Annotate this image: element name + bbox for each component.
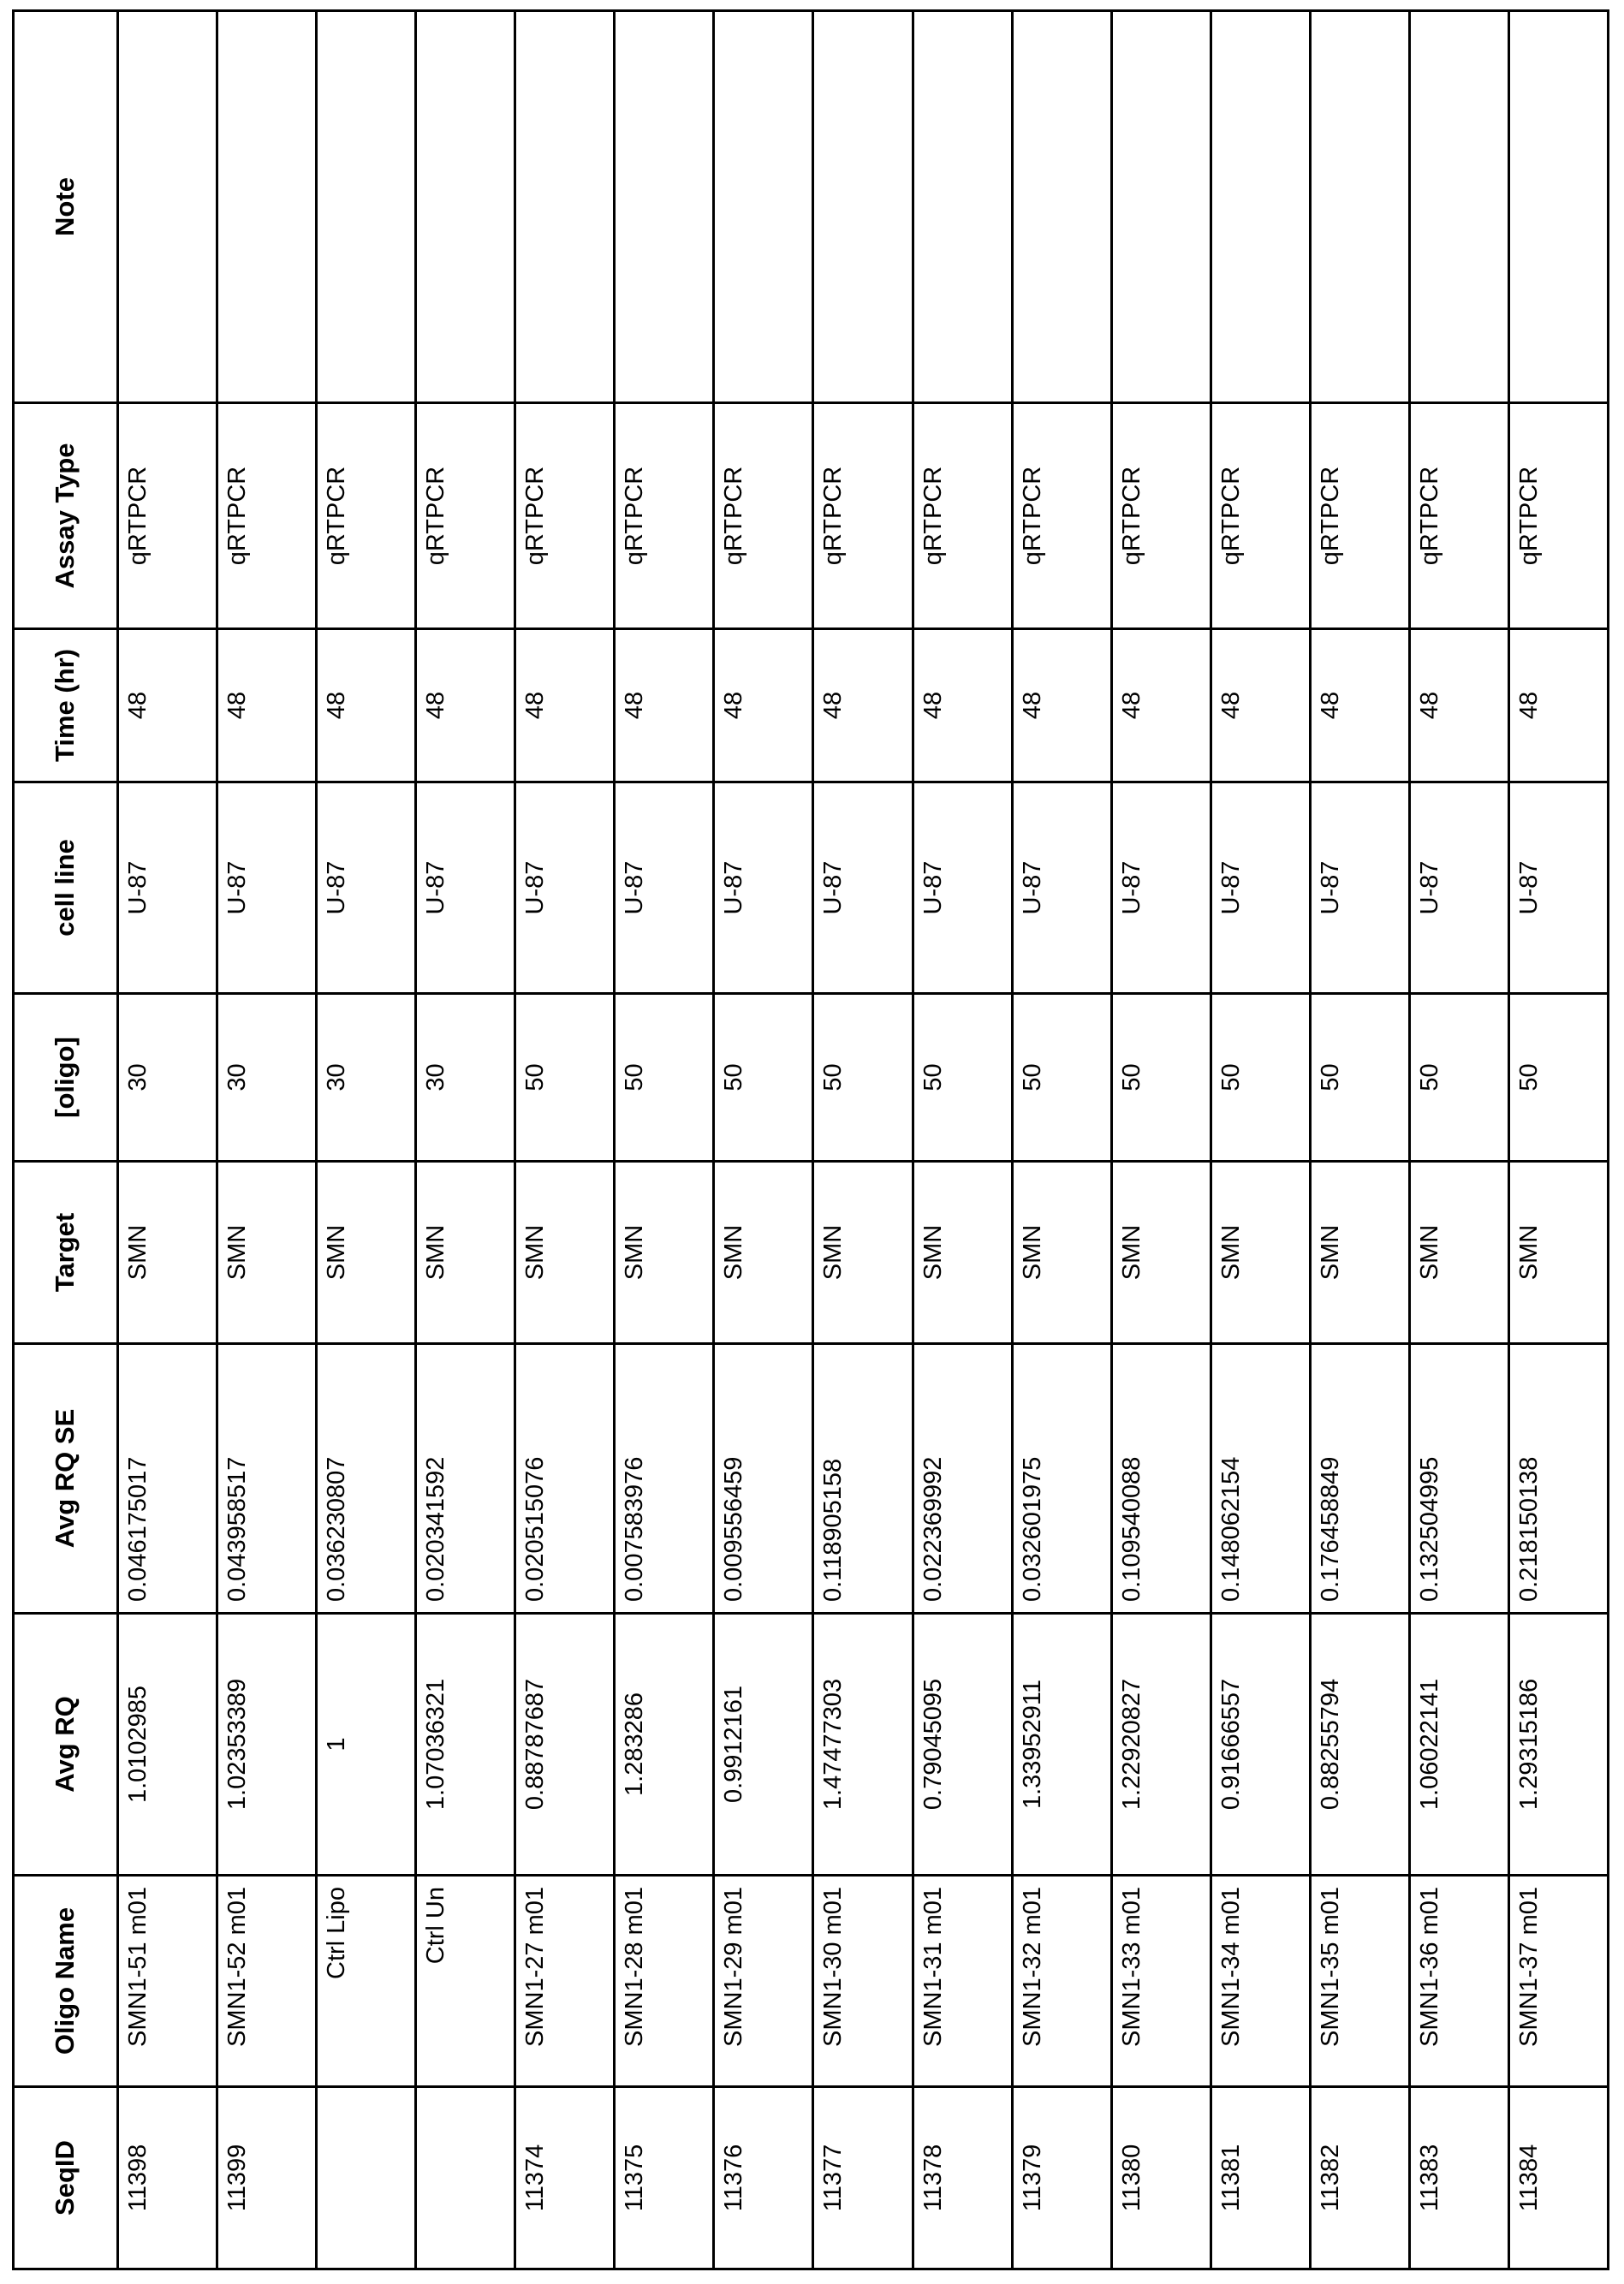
cell-assay: qRTPCR [317, 403, 416, 629]
cell-note [913, 11, 1012, 403]
header-oligo-conc: [oligo] [14, 994, 118, 1162]
cell-time: 48 [913, 629, 1012, 782]
cell-seqid: 11374 [515, 2087, 615, 2269]
cell-name: SMN1-37 m01 [1508, 1876, 1608, 2087]
cell-seqid: 11380 [1111, 2087, 1211, 2269]
cell-time: 48 [1012, 629, 1111, 782]
cell-avg-rq: 1.29315186 [1508, 1614, 1608, 1876]
cell-seqid [416, 2087, 515, 2269]
cell-seqid: 11378 [913, 2087, 1012, 2269]
cell-time: 48 [615, 629, 714, 782]
cell-assay: qRTPCR [1111, 403, 1211, 629]
cell-target: SMN [1310, 1162, 1409, 1344]
header-time: Time (hr) [14, 629, 118, 782]
cell-note [1111, 11, 1211, 403]
cell-name: SMN1-34 m01 [1211, 1876, 1310, 2087]
cell-avg-rq-se: 0.036230807 [317, 1344, 416, 1614]
cell-time: 48 [714, 629, 813, 782]
cell-time: 48 [1111, 629, 1211, 782]
cell-assay: qRTPCR [1310, 403, 1409, 629]
cell-oligo: 30 [317, 994, 416, 1162]
table-row [217, 11, 317, 2269]
cell-note [714, 11, 813, 403]
cell-note [317, 11, 416, 403]
cell-oligo: 50 [1012, 994, 1111, 1162]
cell-oligo: 50 [515, 994, 615, 1162]
cell-avg-rq: 0.91666557 [1211, 1614, 1310, 1876]
cell-time: 48 [416, 629, 515, 782]
cell-avg-rq: 0.88787687 [515, 1614, 615, 1876]
cell-assay: qRTPCR [1211, 403, 1310, 629]
cell-oligo: 50 [714, 994, 813, 1162]
cell-seqid: 11379 [1012, 2087, 1111, 2269]
header-seqid: SeqID [14, 2087, 118, 2269]
cell-name: Ctrl Lipo [317, 1876, 416, 2087]
cell-avg-rq: 1.07036321 [416, 1614, 515, 1876]
cell-target: SMN [1211, 1162, 1310, 1344]
cell-avg-rq-se: 0.148062154 [1211, 1344, 1310, 1614]
cell-target: SMN [1111, 1162, 1211, 1344]
cell-avg-rq-se: 0.032601975 [1012, 1344, 1111, 1614]
cell-target: SMN [217, 1162, 317, 1344]
rotated-table-container [12, 12, 1609, 2270]
cell-cell-line: U-87 [615, 782, 714, 994]
cell-name: SMN1-32 m01 [1012, 1876, 1111, 2087]
cell-seqid: 11399 [217, 2087, 317, 2269]
table-row [1211, 11, 1310, 2269]
cell-name: SMN1-33 m01 [1111, 1876, 1211, 2087]
table-row [1111, 11, 1211, 2269]
cell-avg-rq: 0.79045095 [913, 1614, 1012, 1876]
cell-note [515, 11, 615, 403]
table-row [913, 11, 1012, 2269]
cell-oligo: 50 [1211, 994, 1310, 1162]
cell-oligo: 50 [813, 994, 913, 1162]
cell-name: SMN1-27 m01 [515, 1876, 615, 2087]
cell-target: SMN [913, 1162, 1012, 1344]
cell-avg-rq: 0.88255794 [1310, 1614, 1409, 1876]
cell-target: SMN [317, 1162, 416, 1344]
cell-oligo: 50 [1111, 994, 1211, 1162]
header-avg-rq: Avg RQ [14, 1614, 118, 1876]
header-cell-line: cell line [14, 782, 118, 994]
cell-assay: qRTPCR [813, 403, 913, 629]
cell-time: 48 [1508, 629, 1608, 782]
cell-name: SMN1-31 m01 [913, 1876, 1012, 2087]
cell-note [217, 11, 317, 403]
cell-cell-line: U-87 [813, 782, 913, 994]
cell-oligo: 50 [913, 994, 1012, 1162]
table-row [813, 11, 913, 2269]
cell-cell-line: U-87 [217, 782, 317, 994]
cell-oligo: 30 [118, 994, 217, 1162]
cell-seqid: 11381 [1211, 2087, 1310, 2269]
cell-assay: qRTPCR [1409, 403, 1508, 629]
cell-name: SMN1-29 m01 [714, 1876, 813, 2087]
cell-assay: qRTPCR [615, 403, 714, 629]
table-row [416, 11, 515, 2269]
cell-note [1409, 11, 1508, 403]
cell-name: SMN1-36 m01 [1409, 1876, 1508, 2087]
cell-time: 48 [118, 629, 217, 782]
cell-avg-rq: 1.22920827 [1111, 1614, 1211, 1876]
cell-time: 48 [217, 629, 317, 782]
cell-cell-line: U-87 [515, 782, 615, 994]
cell-target: SMN [1012, 1162, 1111, 1344]
cell-assay: qRTPCR [714, 403, 813, 629]
cell-avg-rq-se: 0.176458849 [1310, 1344, 1409, 1614]
cell-seqid: 11384 [1508, 2087, 1608, 2269]
cell-avg-rq: 1.33952911 [1012, 1614, 1111, 1876]
cell-avg-rq-se: 0.046175017 [118, 1344, 217, 1614]
cell-target: SMN [1409, 1162, 1508, 1344]
cell-target: SMN [515, 1162, 615, 1344]
cell-avg-rq-se: 0.009556459 [714, 1344, 813, 1614]
cell-avg-rq: 1.02353389 [217, 1614, 317, 1876]
data-table [12, 9, 1609, 2270]
cell-note [1012, 11, 1111, 403]
cell-name: SMN1-52 m01 [217, 1876, 317, 2087]
cell-assay: qRTPCR [1012, 403, 1111, 629]
cell-note [813, 11, 913, 403]
cell-name: SMN1-28 m01 [615, 1876, 714, 2087]
cell-cell-line: U-87 [714, 782, 813, 994]
cell-seqid [317, 2087, 416, 2269]
cell-avg-rq-se: 0.007583976 [615, 1344, 714, 1614]
cell-time: 48 [317, 629, 416, 782]
cell-avg-rq-se: 0.132504995 [1409, 1344, 1508, 1614]
table-row [1508, 11, 1608, 2269]
header-row [14, 11, 118, 2269]
cell-cell-line: U-87 [1211, 782, 1310, 994]
cell-oligo: 30 [416, 994, 515, 1162]
cell-cell-line: U-87 [1409, 782, 1508, 994]
cell-cell-line: U-87 [118, 782, 217, 994]
cell-name: Ctrl Un [416, 1876, 515, 2087]
cell-seqid: 11382 [1310, 2087, 1409, 2269]
cell-seqid: 11375 [615, 2087, 714, 2269]
cell-avg-rq: 0.9912161 [714, 1614, 813, 1876]
table-row [317, 11, 416, 2269]
table-row [515, 11, 615, 2269]
cell-time: 48 [1211, 629, 1310, 782]
cell-cell-line: U-87 [1508, 782, 1608, 994]
cell-oligo: 50 [615, 994, 714, 1162]
header-note: Note [14, 11, 118, 403]
cell-assay: qRTPCR [913, 403, 1012, 629]
table-row [1310, 11, 1409, 2269]
cell-target: SMN [615, 1162, 714, 1344]
cell-seqid: 11383 [1409, 2087, 1508, 2269]
cell-avg-rq-se: 0.020515076 [515, 1344, 615, 1614]
cell-target: SMN [714, 1162, 813, 1344]
cell-seqid: 11376 [714, 2087, 813, 2269]
cell-assay: qRTPCR [515, 403, 615, 629]
cell-cell-line: U-87 [1012, 782, 1111, 994]
cell-time: 48 [1409, 629, 1508, 782]
cell-note [1310, 11, 1409, 403]
cell-cell-line: U-87 [1111, 782, 1211, 994]
cell-assay: qRTPCR [118, 403, 217, 629]
cell-note [615, 11, 714, 403]
cell-assay: qRTPCR [416, 403, 515, 629]
cell-avg-rq-se: 0.022369992 [913, 1344, 1012, 1614]
cell-avg-rq-se: 0.020341592 [416, 1344, 515, 1614]
cell-avg-rq-se: 0.218150138 [1508, 1344, 1608, 1614]
cell-oligo: 50 [1508, 994, 1608, 1162]
cell-note [416, 11, 515, 403]
cell-time: 48 [515, 629, 615, 782]
cell-seqid: 11398 [118, 2087, 217, 2269]
table-row [714, 11, 813, 2269]
cell-seqid: 11377 [813, 2087, 913, 2269]
cell-avg-rq: 1 [317, 1614, 416, 1876]
cell-assay: qRTPCR [217, 403, 317, 629]
cell-avg-rq-se: 0.118905158 [813, 1344, 913, 1614]
cell-oligo: 50 [1310, 994, 1409, 1162]
table-row [1409, 11, 1508, 2269]
header-oligo-name: Oligo Name [14, 1876, 118, 2087]
cell-time: 48 [813, 629, 913, 782]
cell-oligo: 30 [217, 994, 317, 1162]
cell-assay: qRTPCR [1508, 403, 1608, 629]
cell-cell-line: U-87 [317, 782, 416, 994]
table-row [118, 11, 217, 2269]
cell-avg-rq: 1.283286 [615, 1614, 714, 1876]
cell-avg-rq: 1.06022141 [1409, 1614, 1508, 1876]
cell-cell-line: U-87 [1310, 782, 1409, 994]
cell-name: SMN1-35 m01 [1310, 1876, 1409, 2087]
cell-avg-rq: 1.0102985 [118, 1614, 217, 1876]
cell-cell-line: U-87 [913, 782, 1012, 994]
cell-name: SMN1-30 m01 [813, 1876, 913, 2087]
table-row [615, 11, 714, 2269]
cell-cell-line: U-87 [416, 782, 515, 994]
table-row [1012, 11, 1111, 2269]
cell-note [1211, 11, 1310, 403]
cell-time: 48 [1310, 629, 1409, 782]
cell-oligo: 50 [1409, 994, 1508, 1162]
cell-target: SMN [1508, 1162, 1608, 1344]
cell-note [1508, 11, 1608, 403]
cell-note [118, 11, 217, 403]
cell-name: SMN1-51 m01 [118, 1876, 217, 2087]
header-avg-rq-se: Avg RQ SE [14, 1344, 118, 1614]
cell-avg-rq-se: 0.043958517 [217, 1344, 317, 1614]
cell-target: SMN [416, 1162, 515, 1344]
cell-target: SMN [813, 1162, 913, 1344]
cell-avg-rq-se: 0.109540088 [1111, 1344, 1211, 1614]
header-target: Target [14, 1162, 118, 1344]
header-assay-type: Assay Type [14, 403, 118, 629]
cell-avg-rq: 1.47477303 [813, 1614, 913, 1876]
cell-target: SMN [118, 1162, 217, 1344]
